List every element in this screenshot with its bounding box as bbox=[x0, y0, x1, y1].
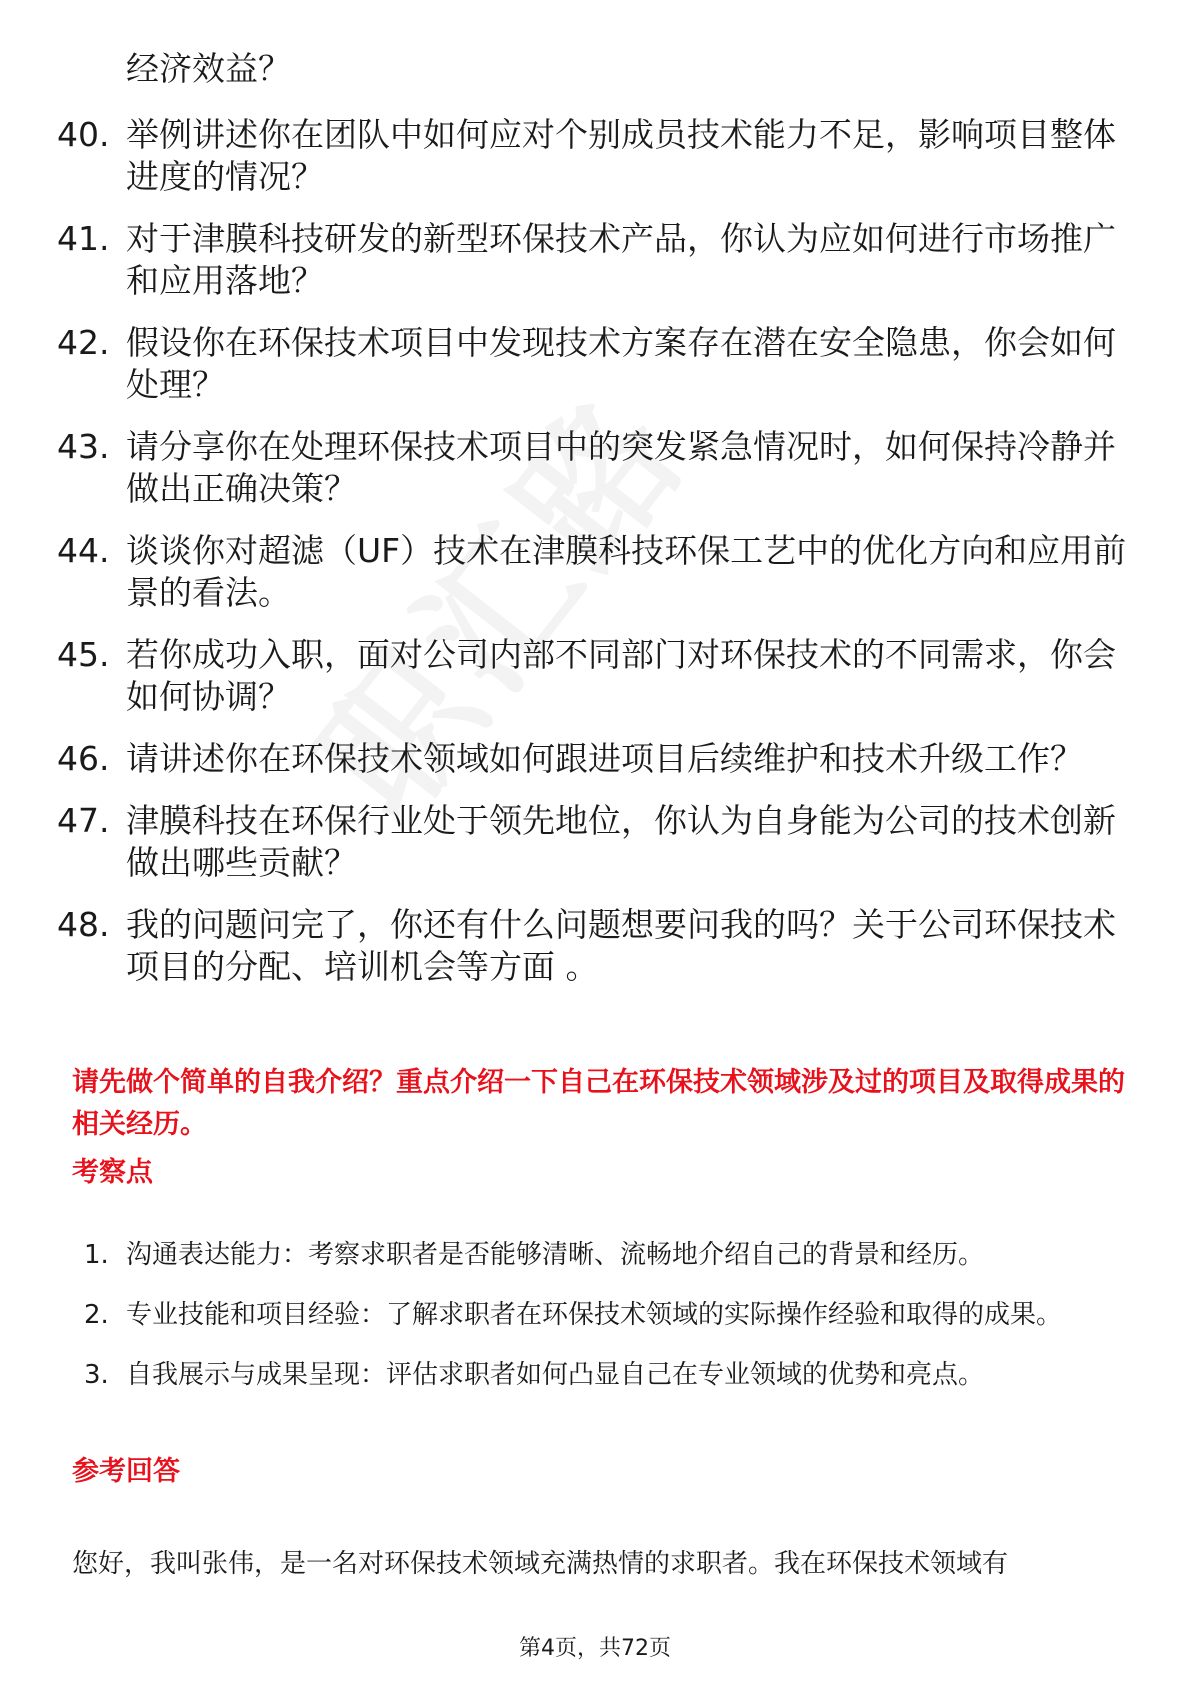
question-text: 请讲述你在环保技术领域如何跟进项目后续维护和技术升级工作？ bbox=[126, 739, 1083, 778]
question-number: 47. bbox=[57, 801, 110, 840]
question-item bbox=[57, 634, 1137, 718]
point-item bbox=[84, 1226, 1134, 1284]
question-number: 48. bbox=[57, 905, 110, 944]
point-text: 沟通表达能力：考察求职者是否能够清晰、流畅地介绍自己的背景和经历。 bbox=[126, 1240, 985, 1270]
question-number: 43. bbox=[57, 427, 110, 466]
question-number: 45. bbox=[57, 635, 110, 674]
question-text: 谈谈你对超滤（UF）技术在津膜科技环保工艺中的优化方向和应用前景的看法。 bbox=[126, 531, 1127, 612]
point-item bbox=[84, 1346, 1134, 1404]
continued-question-text: 经济效益？ bbox=[126, 49, 291, 88]
point-number: 1. bbox=[84, 1240, 109, 1270]
question-item bbox=[57, 904, 1137, 988]
question-number: 46. bbox=[57, 739, 110, 778]
question-item bbox=[57, 426, 1137, 510]
question-number: 44. bbox=[57, 531, 110, 570]
question-number: 41. bbox=[57, 219, 110, 258]
answer-heading: 参考回答 bbox=[72, 1456, 180, 1487]
question-text: 对于津膜科技研发的新型环保技术产品，你认为应如何进行市场推广和应用落地？ bbox=[126, 219, 1116, 300]
point-number: 3. bbox=[84, 1360, 109, 1390]
question-text: 举例讲述你在团队中如何应对个别成员技术能力不足，影响项目整体进度的情况？ bbox=[126, 115, 1116, 196]
question-number: 40. bbox=[57, 115, 110, 154]
answer-text: 您好，我叫张伟，是一名对环保技术领域充满热情的求职者。我在环保技术领域有 bbox=[72, 1549, 1009, 1579]
point-text: 专业技能和项目经验：了解求职者在环保技术领域的实际操作经验和取得的成果。 bbox=[126, 1300, 1063, 1330]
question-item bbox=[57, 738, 1137, 780]
question-item bbox=[57, 114, 1137, 198]
page-footer: 第4页，共72页 bbox=[519, 1636, 671, 1661]
question-text: 请分享你在处理环保技术项目中的突发紧急情况时，如何保持冷静并做出正确决策？ bbox=[126, 427, 1116, 508]
question-text: 若你成功入职，面对公司内部不同部门对环保技术的不同需求，你会如何协调？ bbox=[126, 635, 1116, 716]
question-number: 42. bbox=[57, 323, 110, 362]
question-text: 津膜科技在环保行业处于领先地位，你认为自身能为公司的技术创新做出哪些贡献？ bbox=[126, 801, 1116, 882]
points-list bbox=[84, 1226, 1134, 1406]
question-list bbox=[57, 114, 1137, 1008]
featured-question-heading: 请先做个简单的自我介绍？重点介绍一下自己在环保技术领域涉及过的项目及取得成果的相关经历。 bbox=[72, 1067, 1125, 1140]
question-text: 假设你在环保技术项目中发现技术方案存在潜在安全隐患，你会如何处理？ bbox=[126, 323, 1116, 404]
question-item bbox=[57, 218, 1137, 302]
point-text: 自我展示与成果呈现：评估求职者如何凸显自己在专业领域的优势和亮点。 bbox=[126, 1360, 985, 1390]
point-number: 2. bbox=[84, 1300, 109, 1330]
question-item bbox=[57, 322, 1137, 406]
points-heading: 考察点 bbox=[72, 1157, 153, 1188]
question-text: 我的问题问完了，你还有什么问题想要问我的吗？关于公司环保技术项目的分配、培训机会等方面 。 bbox=[126, 905, 1116, 986]
point-item bbox=[84, 1286, 1134, 1344]
question-item bbox=[57, 800, 1137, 884]
question-item bbox=[57, 530, 1137, 614]
